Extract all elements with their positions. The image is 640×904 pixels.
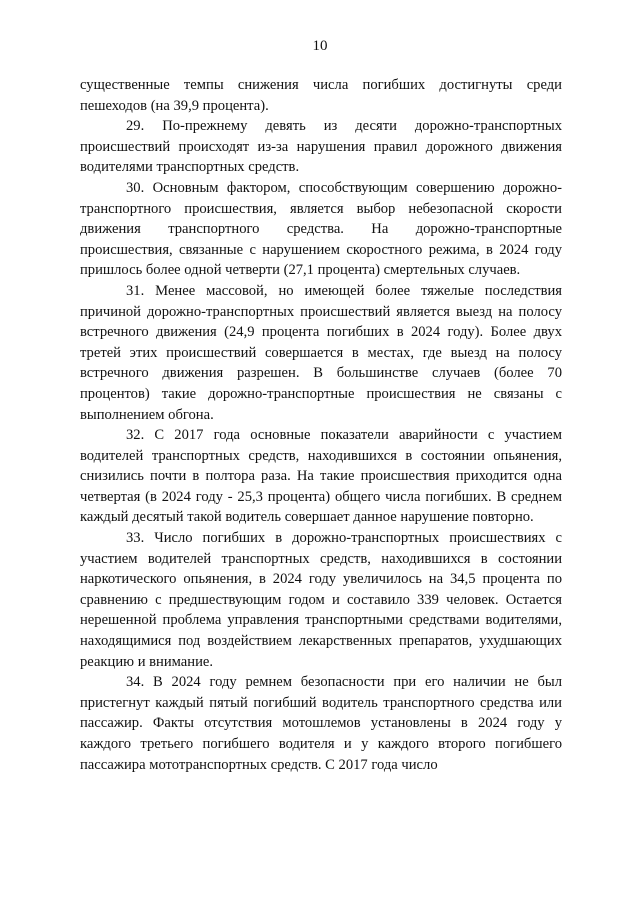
- page-number: 10: [312, 38, 328, 54]
- paragraph-32: 32. С 2017 года основные показатели аварийности с участием водителей транспортных средств, находившихся в состоянии опьянения, снизились почти в полтора раза. На такие происшествия приходится одна четвертая (в 2024 году - 25,3 процента) общего числа погибших. В среднем каждый десятый такой водитель совершает данное нарушение повторно.: [80, 427, 562, 526]
- paragraph-continued: существенные темпы снижения числа погибших достигнуты среди пешеходов (на 39,9 процента).: [80, 77, 562, 114]
- paragraph-30: 30. Основным фактором, способствующим совершению дорожно-транспортного происшествия, является выбор небезопасной скорости движения транспортного средства. На дорожно-транспортные происшествия, связанные с нарушением скоростного режима, в 2024 году пришлось более одной четверти (27,1 процента) смертельных случаев.: [80, 179, 562, 279]
- paragraph-29: 29. По-прежнему девять из десяти дорожно-транспортных происшествий происходят из-за нарушения правил дорожного движения водителями транспортных средств.: [80, 118, 562, 176]
- paragraph-33: 33. Число погибших в дорожно-транспортных происшествиях с участием водителей транспортных средств, находившихся в состоянии наркотического опьянения, в 2024 году увеличилось на 34,5 процента по сравнению с предшествующим годом и составило 339 человек. Остается нерешенной проблема управления транспортными средствами водителями, находящимися под воздействием лекарственных препаратов, ухудшающих реакцию и внимание.: [80, 530, 562, 670]
- document-body: [80, 75, 562, 775]
- paragraph-34: 34. В 2024 году ремнем безопасности при его наличии не был пристегнут каждый пятый погибший водитель транспортного средства или пассажир. Факты отсутствия мотошлемов установлены в 2024 году у каждого третьего погибшего водителя и у каждого второго погибшего пассажира мототранспортных средств. С 2017 года число: [80, 674, 562, 773]
- paragraph-31: 31. Менее массовой, но имеющей более тяжелые последствия причиной дорожно-транспортных происшествий является выезд на полосу встречного движения (24,9 процента погибших в 2024 году). Более двух третей этих происшествий совершается в местах, где выезд на полосу встречного движения разрешен. В большинстве случаев (более 70 процентов) такие дорожно-транспортные происшествия не связаны с выполнением обгона.: [80, 282, 562, 423]
